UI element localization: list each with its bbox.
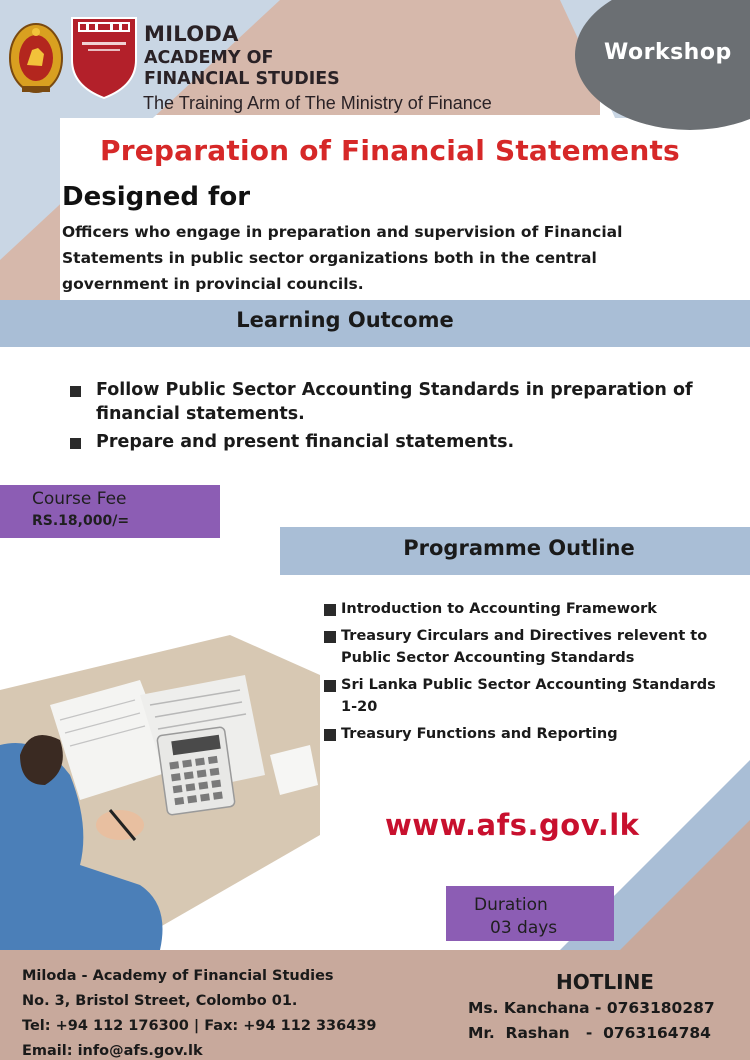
page-title: Preparation of Financial Statements	[100, 134, 680, 167]
list-item-text: Prepare and present financial statements.	[96, 432, 515, 452]
hotline-contact: Mr. Rashan - 0763164784	[468, 1024, 711, 1042]
address-name: Miloda - Academy of Financial Studies	[22, 968, 334, 984]
hotline-heading: HOTLINE	[556, 970, 654, 994]
list-item-text: Sri Lanka Public Sector Accounting Standards	[341, 676, 716, 693]
list-item	[324, 625, 750, 670]
address-email: Email: info@afs.gov.lk	[22, 1043, 203, 1059]
list-item	[324, 723, 750, 746]
org-name: MILODA	[144, 22, 239, 46]
list-item	[70, 430, 740, 454]
list-item-text: financial statements.	[96, 404, 305, 424]
website-link[interactable]: www.afs.gov.lk	[385, 808, 640, 842]
square-bullet-icon	[324, 604, 336, 616]
list-item	[324, 674, 750, 719]
duration-label: Duration	[474, 895, 548, 915]
list-item-text: Follow Public Sector Accounting Standards in preparation of	[96, 380, 693, 400]
org-tagline: The Training Arm of The Ministry of Finance	[143, 93, 492, 113]
workshop-badge: Workshop	[604, 40, 732, 65]
list-item-text: Treasury Functions and Reporting	[341, 725, 618, 742]
list-item	[324, 598, 750, 621]
programme-outline-list	[324, 598, 750, 749]
designed-for-line: Officers who engage in preparation and supervision of Financial	[62, 223, 623, 241]
org-name-line3: FINANCIAL STUDIES	[144, 69, 340, 89]
list-item-text: Public Sector Accounting Standards	[341, 650, 635, 666]
address-phone: Tel: +94 112 176300 | Fax: +94 112 336439	[22, 1018, 377, 1034]
square-bullet-icon	[324, 631, 336, 643]
footer-address	[22, 964, 377, 1060]
academy-crest-icon	[70, 16, 138, 100]
learning-outcome-list	[70, 378, 740, 458]
accounting-photo	[0, 635, 320, 950]
address-street: No. 3, Bristol Street, Colombo 01.	[22, 993, 298, 1009]
list-item-text: Introduction to Accounting Framework	[341, 601, 657, 617]
learning-outcome-heading: Learning Outcome	[236, 308, 454, 332]
square-bullet-icon	[324, 680, 336, 692]
duration-value: 03 days	[490, 918, 558, 938]
org-name-line2: ACADEMY OF	[144, 48, 274, 68]
designed-for-line: Statements in public sector organizations both in the central	[62, 249, 597, 267]
course-fee-label: Course Fee	[32, 489, 127, 509]
designed-for-heading: Designed for	[62, 182, 251, 212]
designed-for-text	[62, 219, 682, 297]
programme-outline-heading: Programme Outline	[403, 536, 635, 560]
list-item-text: Treasury Circulars and Directives relevent to	[341, 627, 708, 644]
sri-lanka-emblem-icon	[8, 20, 64, 98]
designed-for-line: government in provincial councils.	[62, 275, 364, 293]
hotline-contact: Ms. Kanchana - 0763180287	[468, 999, 715, 1017]
square-bullet-icon	[70, 386, 81, 397]
list-item-text: 1-20	[341, 699, 378, 715]
course-fee-value: RS.18,000/=	[32, 513, 130, 529]
square-bullet-icon	[324, 729, 336, 741]
list-item	[70, 378, 740, 426]
square-bullet-icon	[70, 438, 81, 449]
